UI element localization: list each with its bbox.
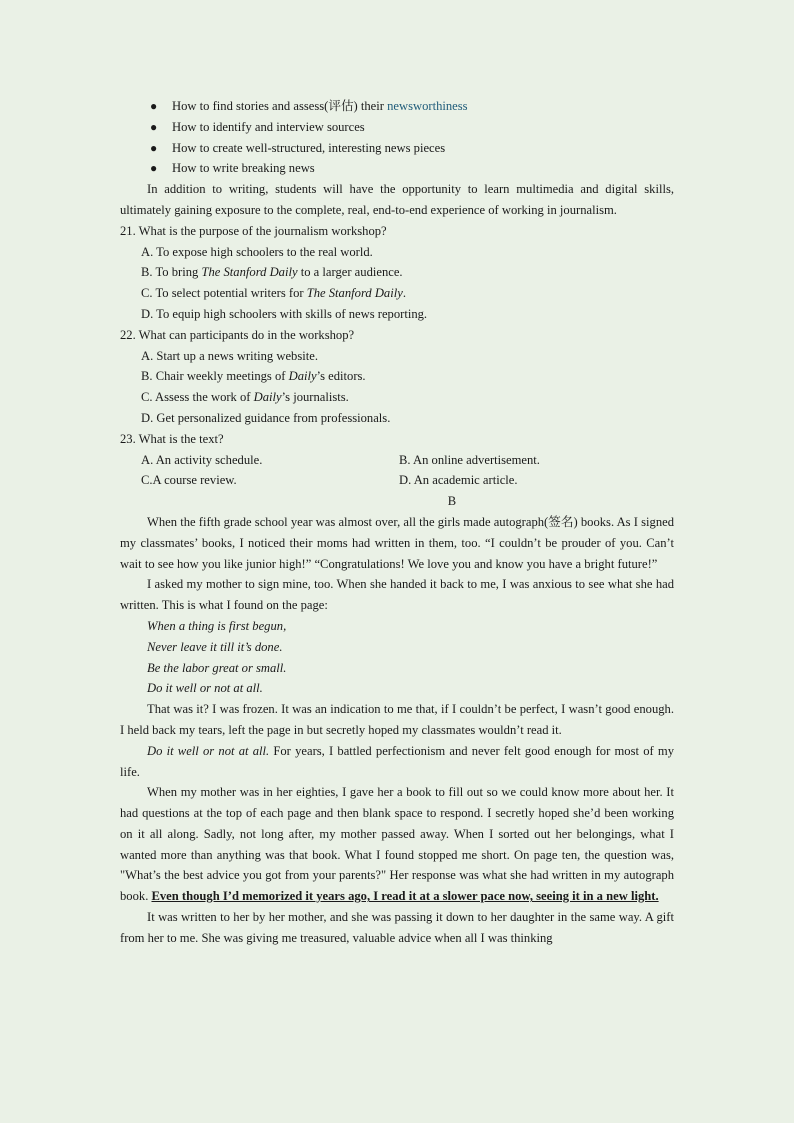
poem-line: Be the labor great or small. bbox=[147, 660, 287, 675]
option-a: A. An activity schedule. bbox=[141, 452, 263, 467]
poem-line: Do it well or not at all. bbox=[147, 681, 263, 696]
question-23 bbox=[120, 429, 674, 491]
list-item: ● How to identify and interview sources bbox=[120, 117, 674, 138]
option-b: B. An online advertisement. bbox=[399, 452, 540, 467]
workshop-topics-list bbox=[120, 96, 674, 179]
option-b: B. Chair weekly meetings of Daily’s editors. bbox=[141, 369, 366, 384]
question-22 bbox=[120, 325, 674, 429]
option-d: D. Get personalized guidance from professionals. bbox=[141, 410, 391, 425]
option-c: C. To select potential writers for The Stanford Daily. bbox=[141, 286, 406, 301]
story-paragraph-2: I asked my mother to sign mine, too. When she handed it back to me, I was anxious to see what she had written. This is what I found on the page: bbox=[120, 577, 674, 613]
list-item: ● How to create well-structured, interesting news pieces bbox=[120, 138, 674, 159]
option-a: A. Start up a news writing website. bbox=[141, 348, 318, 363]
story-paragraph-3: That was it? I was frozen. It was an indication to me that, if I couldn’t be perfect, I wasn’t good enough. I held back my tears, left the page in but secretly hoped my classmates wouldn’t read it. bbox=[120, 702, 674, 737]
section-heading: B bbox=[447, 494, 457, 509]
bullet-icon: ● bbox=[150, 119, 158, 134]
option-b: B. To bring The Stanford Daily to a larger audience. bbox=[141, 265, 403, 280]
option-c: C.A course review. bbox=[141, 473, 237, 488]
question-stem: 23. What is the text? bbox=[120, 431, 224, 446]
story-paragraph-4: Do it well or not at all. For years, I battled perfectionism and never felt good enough for most of my life. bbox=[120, 743, 674, 779]
list-item: ● How to write breaking news bbox=[120, 158, 674, 179]
option-a: A. To expose high schoolers to the real world. bbox=[141, 244, 373, 259]
question-stem: 22. What can participants do in the workshop? bbox=[120, 327, 355, 342]
story-paragraph-6: It was written to her by her mother, and she was passing it down to her daughter in the same way. A gift from her to me. She was giving me treasured, valuable advice when all I was thinking bbox=[120, 910, 674, 945]
bullet-icon: ● bbox=[150, 161, 158, 176]
poem-line: Never leave it till it’s done. bbox=[147, 639, 283, 654]
option-d: D. To equip high schoolers with skills of news reporting. bbox=[141, 306, 428, 321]
question-21 bbox=[120, 221, 674, 325]
bullet-icon: ● bbox=[150, 140, 158, 155]
poem bbox=[120, 616, 674, 699]
story-paragraph-5: When my mother was in her eighties, I gave her a book to fill out so we could know more about her. It had questions at the top of each page and then blank space to respond. I secretly hoped she’d been working on it all along. Sadly, not long after, my mother passed away. When I sorted out her belongings, what I wanted more than anything was that book. What I found stopped me short. On page ten, the question was, "What’s the best advice you got from your parents?" Her response was what she had written in my autograph book. Even though I’d memorized it years ago, I read it at a slower pace now, seeing it in a new light. bbox=[120, 785, 674, 904]
newsworthiness-link[interactable]: newsworthiness bbox=[387, 99, 468, 113]
question-stem: 21. What is the purpose of the journalism workshop? bbox=[120, 223, 387, 238]
option-row bbox=[120, 470, 674, 491]
story-paragraph-1: When the fifth grade school year was almost over, all the girls made autograph(签名) books. As I signed my classmates’ books, I noticed their moms had written in them, too. “I couldn’t be prouder of you. Can’t wait to see how you like junior high!” “Congratulations! We love you and know you have a bright future!” bbox=[120, 514, 674, 571]
underlined-sentence: Even though I’d memorized it years ago, I read it at a slower pace now, seeing it in a new light. bbox=[151, 889, 659, 904]
option-c: C. Assess the work of Daily’s journalists. bbox=[141, 390, 349, 405]
option-d: D. An academic article. bbox=[399, 473, 518, 488]
bullet-icon: ● bbox=[150, 99, 158, 113]
list-item: ● How to find stories and assess(评估) their newsworthiness bbox=[120, 96, 674, 117]
poem-line: When a thing is first begun, bbox=[147, 618, 287, 633]
option-row bbox=[120, 450, 674, 471]
intro-paragraph: In addition to writing, students will have the opportunity to learn multimedia and digital skills, ultimately gaining exposure to the complete, real, end-to-end experience of working in journalism. bbox=[120, 182, 674, 217]
